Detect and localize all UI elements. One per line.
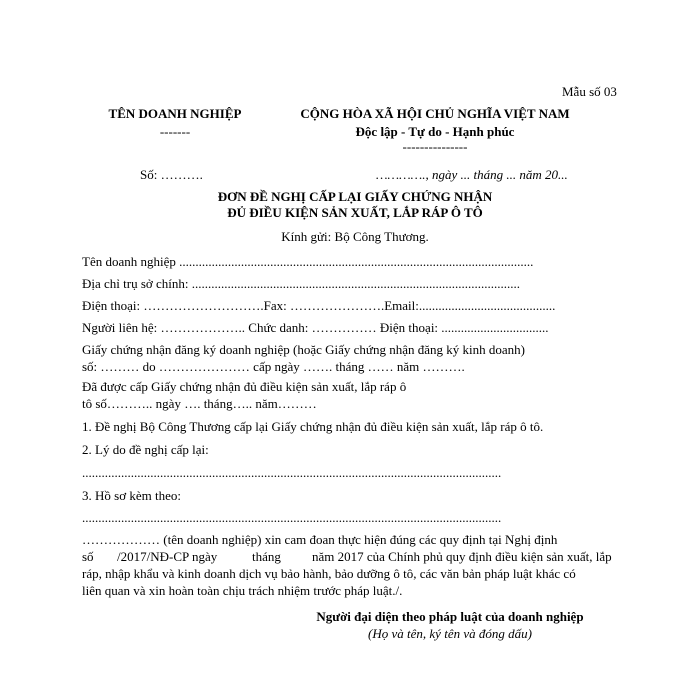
commitment-line-2-a: số — [82, 549, 94, 564]
company-name-field: Tên doanh nghiệp ............................................................................................................. — [82, 254, 534, 269]
enterprise-dashes: ------- — [159, 124, 191, 139]
enterprise-name-label: TÊN DOANH NGHIỆP — [108, 106, 242, 121]
item-2: 2. Lý do đề nghị cấp lại: — [82, 442, 209, 457]
registration-cert-line-2: số: ……… do ………………… cấp ngày ……. tháng …… năm ………. — [82, 359, 465, 374]
commitment-line-4: liên quan và xin hoàn toàn chịu trách nhiệm trước pháp luật./. — [82, 583, 403, 598]
signature-note: (Họ và tên, ký tên và đóng dấu) — [368, 626, 532, 641]
document-number: Số: ………. — [140, 167, 203, 182]
item-1: 1. Đề nghị Bộ Công Thương cấp lại Giấy chứng nhận đủ điều kiện sản xuất, lắp ráp ô tô. — [82, 419, 544, 434]
commitment-line-2-c: tháng — [252, 549, 281, 564]
title-line-2: ĐỦ ĐIỀU KIỆN SẢN XUẤT, LẮP RÁP Ô TÔ — [227, 205, 483, 220]
contact-person-field: Người liên hệ: ……………….. Chức danh: …………… Điện thoại: ................................. — [82, 320, 549, 335]
commitment-line-2-b: /2017/NĐ-CP ngày — [117, 549, 218, 564]
phone-fax-email-field: Điện thoại: ……………………….Fax: ………………….Email:.......................................... — [82, 298, 556, 313]
item-2-dots: ................................................................................................................................. — [82, 465, 502, 480]
recipient: Kính gửi: Bộ Công Thương. — [281, 229, 429, 244]
head-office-field: Địa chỉ trụ sở chính: ..................................................................................................... — [82, 276, 521, 291]
commitment-line-1: ……………… (tên doanh nghiệp) xin cam đoan thực hiện đúng các quy định tại Nghị định — [82, 532, 558, 547]
title-line-1: ĐƠN ĐỀ NGHỊ CẤP LẠI GIẤY CHỨNG NHẬN — [217, 189, 493, 204]
republic-motto: Độc lập - Tự do - Hạnh phúc — [355, 124, 515, 139]
granted-cert-line-2: tô số……….. ngày …. tháng….. năm……… — [82, 396, 317, 411]
commitment-line-2-d: năm 2017 của Chính phủ quy định điều kiện sản xuất, lắp — [312, 549, 612, 564]
granted-cert-line-1: Đã được cấp Giấy chứng nhận đủ điều kiện sản xuất, lắp ráp ô — [82, 379, 407, 394]
registration-cert-line-1: Giấy chứng nhận đăng ký doanh nghiệp (hoặc Giấy chứng nhận đăng ký kinh doanh) — [82, 342, 525, 357]
form-number: Mẫu số 03 — [562, 84, 617, 99]
republic-name: CỘNG HÒA XÃ HỘI CHỦ NGHĨA VIỆT NAM — [300, 106, 570, 121]
item-3: 3. Hồ sơ kèm theo: — [82, 488, 181, 503]
signature-title: Người đại diện theo pháp luật của doanh nghiệp — [316, 609, 584, 624]
commitment-line-3: ráp, nhập khẩu và kinh doanh dịch vụ bảo hành, bảo dưỡng ô tô, các văn bản pháp luật khác có — [82, 566, 576, 581]
item-3-dots: ................................................................................................................................. — [82, 510, 502, 525]
document-date: …………., ngày ... tháng ... năm 20... — [376, 167, 568, 182]
republic-dashes: --------------- — [402, 139, 468, 154]
